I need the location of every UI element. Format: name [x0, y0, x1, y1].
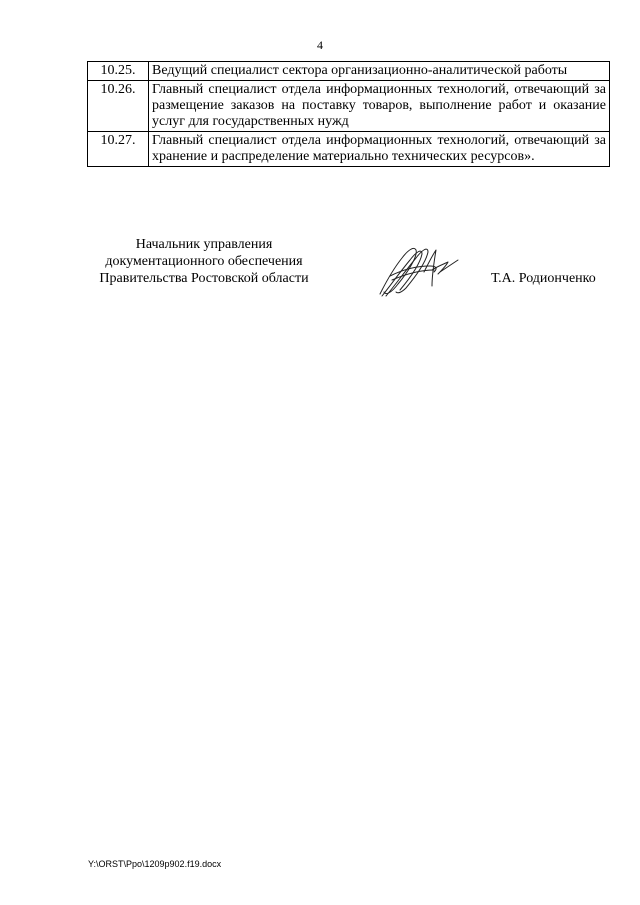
signer-title	[80, 236, 328, 287]
signer-title-line: Начальник управления	[135, 237, 273, 252]
signer-name: Т.А. Родионченко	[491, 271, 596, 286]
signer-title-line: Правительства Ростовской области	[99, 271, 309, 286]
row-text: Главный специалист отдела информационных технологий, отвечающий за размещение заказов на поставку товаров, выполнение работ и оказание услуг для государственных нужд	[149, 81, 610, 132]
row-text: Ведущий специалист сектора организационно-аналитической работы	[149, 62, 610, 81]
row-number: 10.27.	[88, 132, 149, 167]
row-number: 10.25.	[88, 62, 149, 81]
signer-title-line: документационного обеспечения	[105, 254, 303, 269]
handwritten-signature-icon	[372, 236, 462, 302]
row-text: Главный специалист отдела информационных технологий, отвечающий за хранение и распределение материально технических ресурсов».	[149, 132, 610, 167]
table-row	[88, 132, 610, 167]
table-row	[88, 62, 610, 81]
page-number: 4	[317, 38, 323, 52]
positions-table	[87, 61, 610, 167]
row-number: 10.26.	[88, 81, 149, 132]
file-path: Y:\ORST\Ppo\1209p902.f19.docx	[88, 859, 222, 869]
table-row	[88, 81, 610, 132]
